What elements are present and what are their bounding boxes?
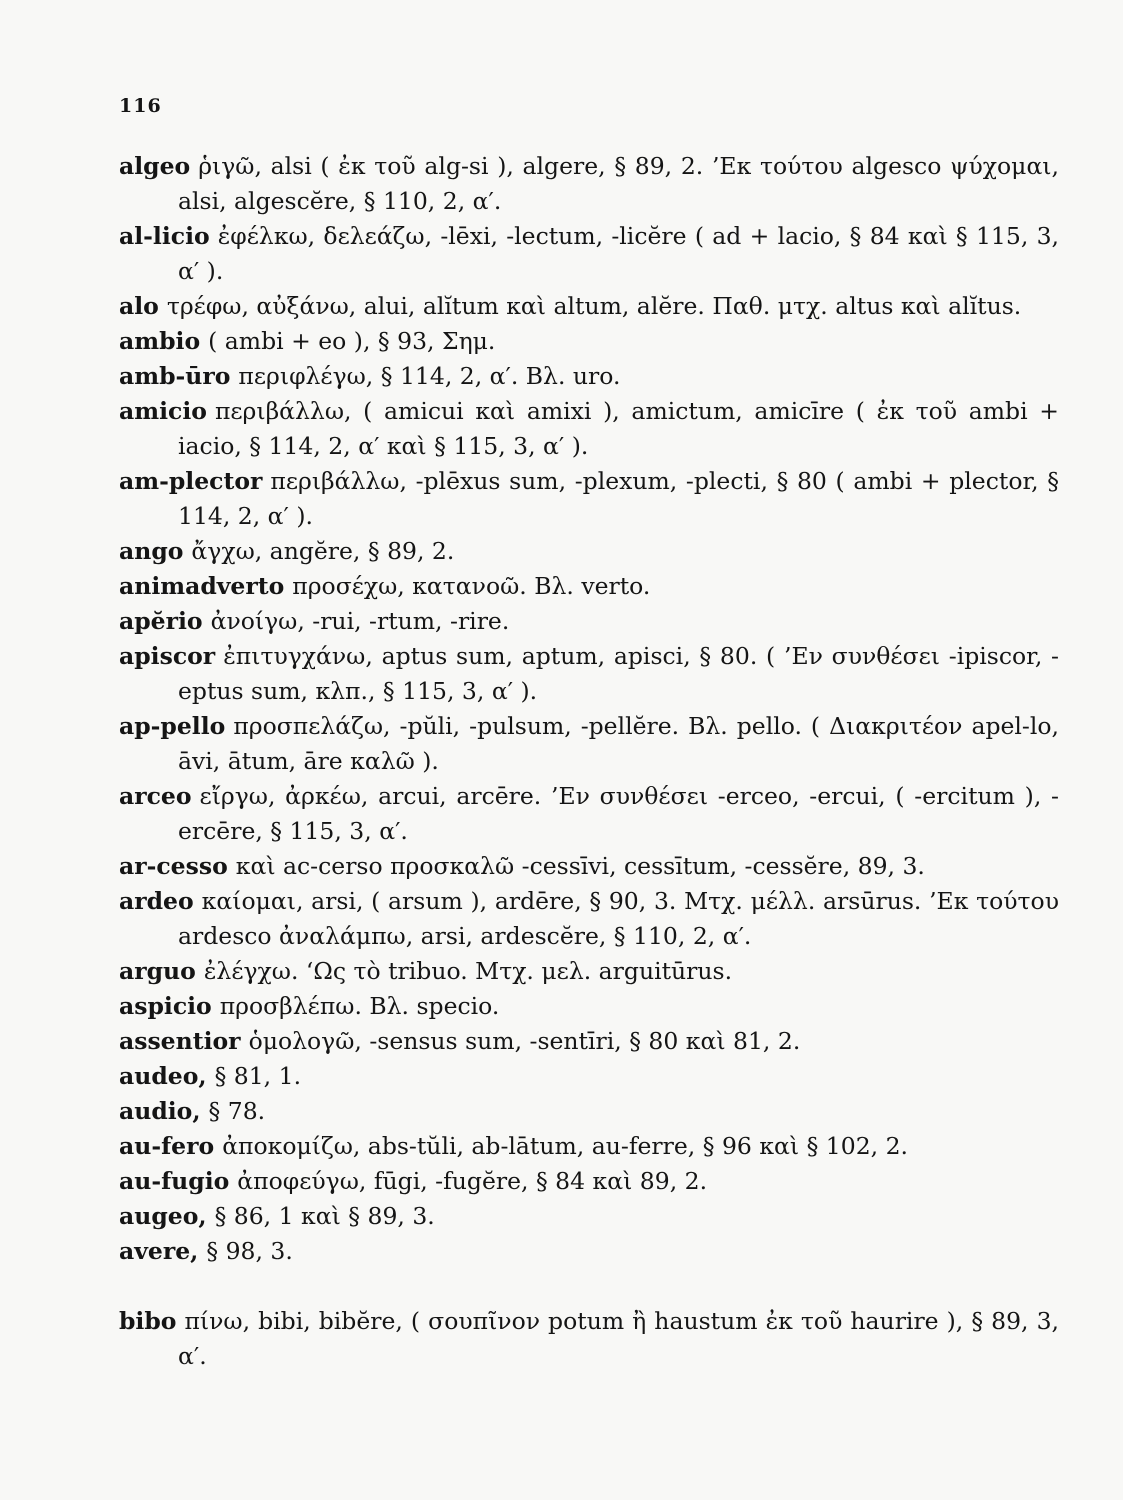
entry-definition: § 86, 1 καὶ § 89, 3. [214,1202,435,1230]
dictionary-entry [119,394,1059,464]
entry-definition: εἴργω, ἀρκέω, arcui, arcēre. ’Εν συνθέσει -erceo, -ercui, ( -ercitum ), -ercēre, § 115, 3, α′. [178,782,1059,845]
dictionary-entry [119,1129,1059,1164]
entry-headword: alo [119,292,159,320]
entry-headword: ambio [119,327,201,355]
dictionary-entry [119,464,1059,534]
dictionary-entry [119,324,1059,359]
entry-headword: bibo [119,1307,177,1335]
dictionary-entry [119,1059,1059,1094]
dictionary-entry [119,219,1059,289]
dictionary-entry [119,534,1059,569]
entry-headword: ap-pello [119,712,226,740]
page-number: 116 [119,95,162,117]
dictionary-entry [119,149,1059,219]
dictionary-entry [119,1164,1059,1199]
entry-headword: algeo [119,152,191,180]
entry-definition: ὁμολογῶ, -sensus sum, -sentīri, § 80 καὶ 81, 2. [248,1027,801,1055]
dictionary-entry [119,1304,1059,1374]
entry-definition: καίομαι, arsi, ( arsum ), ardēre, § 90, 3. Μτχ. μέλλ. arsūrus. ’Εκ τούτου ardesco ἀναλάμπω, arsi, ardescĕre, § 110, 2, α′. [178,887,1059,950]
dictionary-entry [119,569,1059,604]
entry-definition: περιφλέγω, § 114, 2, α′. Βλ. uro. [238,362,621,390]
entry-definition: § 81, 1. [214,1062,302,1090]
entry-headword: assentior [119,1027,241,1055]
entry-definition: προσπελάζω, -pŭli, -pulsum, -pellĕre. Βλ. pello. ( Διακριτέον apel-lo, āvi, ātum, āre καλῶ ). [178,712,1059,775]
dictionary-entry [119,289,1059,324]
entry-headword: au-fero [119,1132,215,1160]
entry-headword: avere, [119,1237,199,1265]
entry-definition: ( ambi + eo ), § 93, Σημ. [208,327,496,355]
dictionary-entry [119,359,1059,394]
entry-definition: ῥιγῶ, alsi ( ἐκ τοῦ alg-si ), algere, § 89, 2. ’Εκ τούτου algesco ψύχομαι, alsi, algescĕre, § 110, 2, α′. [178,152,1059,215]
entry-definition: πίνω, bibi, bibĕre, ( σουπῖνον potum ἢ haustum ἐκ τοῦ haurire ), § 89, 3, α′. [178,1307,1059,1370]
entry-headword: ar-cesso [119,852,228,880]
dictionary-entry [119,989,1059,1024]
entry-definition: ἀνοίγω, -rui, -rtum, -rire. [210,607,510,635]
entry-definition: προσβλέπω. Βλ. specio. [219,992,500,1020]
entry-headword: arguo [119,957,196,985]
dictionary-entry [119,779,1059,849]
dictionary-entry [119,604,1059,639]
dictionary-entry [119,639,1059,709]
entry-definition: ἀποκομίζω, abs-tŭli, ab-lātum, au-ferre, § 96 καὶ § 102, 2. [222,1132,909,1160]
entry-headword: am-plector [119,467,263,495]
dictionary-entries [119,149,1059,1374]
entry-headword: aspicio [119,992,212,1020]
dictionary-entry [119,849,1059,884]
entry-headword: apĕrio [119,607,203,635]
dictionary-entry [119,884,1059,954]
dictionary-entry [119,709,1059,779]
entry-headword: amicio [119,397,207,425]
dictionary-entry [119,1024,1059,1059]
entry-definition: περιβάλλω, -plēxus sum, -plexum, -plecti, § 80 ( ambi + plector, § 114, 2, α′ ). [178,467,1059,530]
entry-headword: al-licio [119,222,210,250]
entry-headword: amb-ūro [119,362,231,390]
dictionary-entry [119,954,1059,989]
dictionary-entry [119,1094,1059,1129]
entry-definition: ἄγχω, angĕre, § 89, 2. [191,537,455,565]
entry-headword: ardeo [119,887,194,915]
entry-definition: ἀποφεύγω, fūgi, -fugĕre, § 84 καὶ 89, 2. [237,1167,708,1195]
entry-definition: προσέχω, κατανοῶ. Βλ. verto. [292,572,651,600]
entry-headword: au-fugio [119,1167,230,1195]
entry-headword: audio, [119,1097,201,1125]
entry-definition: ἐλέγχω. ‘Ως τὸ tribuo. Μτχ. μελ. arguitūrus. [203,957,733,985]
entry-definition: περιβάλλω, ( amicui καὶ amixi ), amictum, amicīre ( ἐκ τοῦ ambi + iacio, § 114, 2, α′ καὶ § 115, 3, α′ ). [178,397,1059,460]
entry-definition: § 98, 3. [206,1237,293,1265]
entry-headword: ango [119,537,184,565]
entry-definition: ἐπιτυγχάνω, aptus sum, aptum, apisci, § 80. ( ’Εν συνθέσει -ipiscor, -eptus sum, κλπ., § 115, 3, α′ ). [178,642,1059,705]
entry-definition: καὶ ac-cerso προσκαλῶ -cessīvi, cessītum, -cessĕre, 89, 3. [235,852,925,880]
entry-definition: ἐφέλκω, δελεάζω, -lēxi, -lectum, -licĕre ( ad + lacio, § 84 καὶ § 115, 3, α′ ). [178,222,1059,285]
entry-headword: apiscor [119,642,216,670]
entry-definition: τρέφω, αὐξάνω, alui, alĭtum καὶ altum, alĕre. Παθ. μτχ. altus καὶ alĭtus. [166,292,1022,320]
entry-headword: arceo [119,782,192,810]
entry-definition: § 78. [208,1097,266,1125]
entry-headword: augeo, [119,1202,207,1230]
dictionary-entry [119,1199,1059,1234]
entry-headword: audeo, [119,1062,207,1090]
dictionary-entry [119,1234,1059,1269]
entry-headword: animadverto [119,572,285,600]
